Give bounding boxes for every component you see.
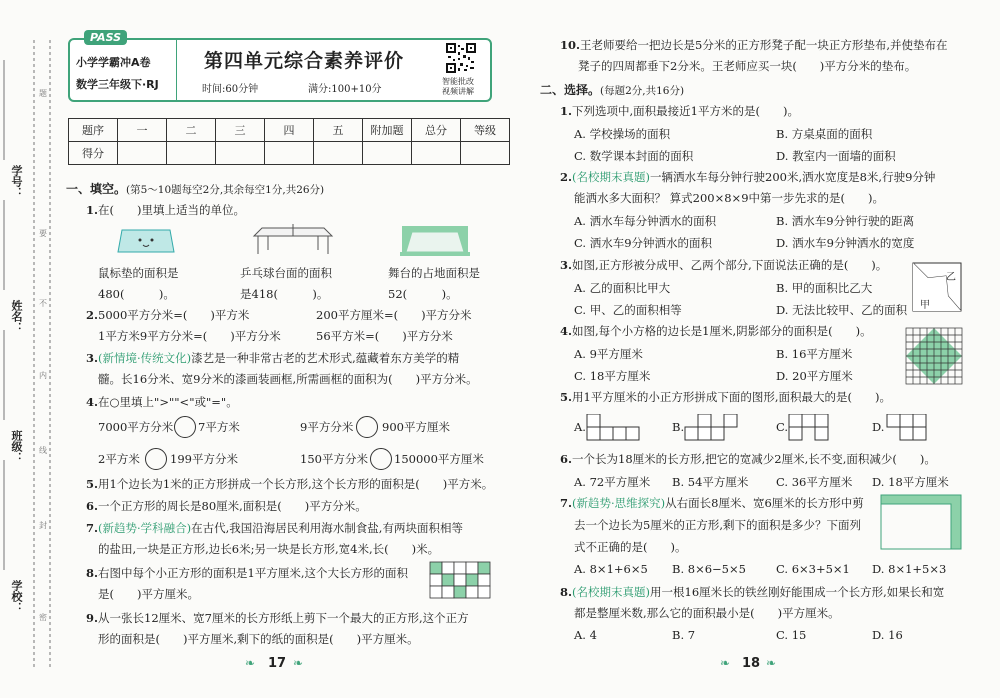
qr-caption-1: 智能批改 xyxy=(442,77,474,86)
table-cell: 二 xyxy=(167,119,216,142)
q2-cell-1[interactable]: 5000平方分米=( )平方米 xyxy=(98,308,250,322)
question-4: 4.在○里填上">""<"或"="。 xyxy=(86,395,238,409)
q7-line-2: 的盐田,一块是正方形,边长6米;另一块是长方形,宽4米,长( )米。 xyxy=(98,542,440,556)
binding-margin xyxy=(0,0,62,698)
choice-question-5: 5.用1平方厘米的小正方形拼成下面的图形,面积最大的是( )。 xyxy=(560,390,891,404)
choice-question-6: 6.一个长为18厘米的长方形,把它的宽减少2厘米,长不变,面积减少( )。 xyxy=(560,452,936,466)
table-cell: 得分 xyxy=(69,142,118,165)
option-d[interactable]: D. 洒水车9分钟洒水的宽度 xyxy=(776,236,915,250)
table-cell: 四 xyxy=(265,119,314,142)
seal-char: 题 xyxy=(39,89,47,98)
option-d[interactable]: D. 8×1+5×3 xyxy=(872,562,947,576)
series-cell xyxy=(70,31,177,100)
q2-cell-4[interactable]: 56平方米=( )平方分米 xyxy=(316,329,453,343)
option-b[interactable]: B. 7 xyxy=(672,628,696,642)
option-d[interactable]: D. 16 xyxy=(872,628,903,642)
option-d[interactable]: D. xyxy=(872,420,885,434)
compare-circle[interactable] xyxy=(174,416,196,438)
q9-line-2: 形的面积是( )平方厘米,剩下的纸的面积是( )平方厘米。 xyxy=(98,632,419,646)
c2-line-2: 能洒水多大面积？ 算式200×8×9中第一步先求的是( )。 xyxy=(574,191,884,205)
seal-char: 线 xyxy=(39,446,47,455)
option-c[interactable]: C. 数学课本封面的面积 xyxy=(574,149,694,163)
c8-line-2: 都是整厘米数,那么它的面积最小是( )平方厘米。 xyxy=(574,606,840,620)
question-10: 10.王老师要给一把边长是5分米的正方形凳子配一块正方形垫布,并使垫布在 xyxy=(560,38,948,52)
score-entry[interactable] xyxy=(216,142,265,165)
c7-line-3: 式不正确的是( )。 xyxy=(574,540,687,554)
score-entry[interactable] xyxy=(265,142,314,165)
table-cell: 附加题 xyxy=(363,119,412,142)
part1-note: (第5～10题每空2分,其余每空1分,共26分) xyxy=(126,184,325,196)
q4-left-2: 9平方分米 xyxy=(300,420,354,434)
question-7: 7.(新趋势·学科融合)在古代,我国沿海居民利用海水制食盐,有两块面积相等 xyxy=(86,521,463,535)
q4-right-4: 150000平方厘米 xyxy=(394,452,484,466)
c2-tag: (名校期末真题) xyxy=(572,170,650,184)
question-3: 3.(新情境·传统文化)漆艺是一种非常古老的艺术形式,蕴藏着东方美学的精 xyxy=(86,351,460,365)
part2-note: (每题2分,共16分) xyxy=(600,85,685,97)
option-a[interactable]: A. xyxy=(574,420,586,434)
qr-code-icon[interactable] xyxy=(446,43,476,73)
page-number-right: 18 xyxy=(742,656,761,671)
option-a[interactable]: A. 学校操场的面积 xyxy=(574,127,671,141)
option-d[interactable]: D. 教室内一面墙的面积 xyxy=(776,149,896,163)
question-1: 1.在( )里填上适当的单位。 xyxy=(86,203,245,217)
seal-char: 不 xyxy=(39,299,47,308)
option-a[interactable]: A. 乙的面积比甲大 xyxy=(574,281,671,295)
option-b[interactable]: B. 洒水车9分钟行驶的距离 xyxy=(776,214,915,228)
part2-heading xyxy=(540,83,684,98)
option-a-figure[interactable] xyxy=(586,414,650,442)
stage-picture xyxy=(400,222,470,258)
option-c-figure[interactable] xyxy=(788,414,842,442)
qr-caption-2: 视频讲解 xyxy=(442,87,474,96)
option-a[interactable]: A. 洒水车每分钟洒水的面积 xyxy=(574,214,717,228)
score-entry[interactable] xyxy=(167,142,216,165)
q4-right-3: 199平方分米 xyxy=(170,452,238,466)
table-cell: 题序 xyxy=(69,119,118,142)
option-d[interactable]: D. 18平方厘米 xyxy=(872,475,949,489)
option-d[interactable]: D. 20平方厘米 xyxy=(776,369,853,383)
q4-left-3: 2平方米 xyxy=(98,452,140,466)
table-cell: 一 xyxy=(118,119,167,142)
option-c[interactable]: C. 洒水车9分钟洒水的面积 xyxy=(574,236,713,250)
header-box xyxy=(68,31,492,102)
score-entry[interactable] xyxy=(363,142,412,165)
score-table-header-row xyxy=(69,119,510,142)
class-label: 班级： xyxy=(10,430,23,463)
option-c[interactable]: C. 6×3+5×1 xyxy=(776,562,850,576)
choice-question-7: 7.(新趋势·思维探究)从右面长8厘米、宽6厘米的长方形中剪 xyxy=(560,496,864,510)
q1-answer-2[interactable]: 是418( )。 xyxy=(240,287,329,301)
q1-item-3: 舞台的占地面积是 xyxy=(388,266,480,280)
seal-char: 密 xyxy=(39,613,47,622)
table-cell: 总分 xyxy=(412,119,461,142)
score-entry[interactable] xyxy=(314,142,363,165)
option-a[interactable]: A. 4 xyxy=(574,628,597,642)
q2-cell-2[interactable]: 200平方厘米=( )平方分米 xyxy=(316,308,472,322)
q1-answer-3[interactable]: 52( )。 xyxy=(388,287,458,301)
option-d[interactable]: D. 无法比较甲、乙的面积 xyxy=(776,303,908,317)
table-cell: 五 xyxy=(314,119,363,142)
q8-grid-figure xyxy=(428,560,496,600)
question-5: 5.用1个边长为1米的正方形拼成一个长方形,这个长方形的面积是( )平方米。 xyxy=(86,477,494,491)
q10-line-2: 凳子的四周都垂下2分米。王老师应买一块( )平方分米的垫布。 xyxy=(578,59,917,73)
part1-heading xyxy=(66,182,324,197)
q1-item-1: 鼠标垫的面积是 xyxy=(98,266,179,280)
q4-left-4: 150平方分米 xyxy=(300,452,368,466)
choice-question-2: 2.(名校期末真题)一辆洒水车每分钟行驶200米,洒水宽度是8米,行驶9分钟 xyxy=(560,170,936,184)
sprout-icon: ❧ xyxy=(766,656,777,670)
option-c[interactable]: C. 15 xyxy=(776,628,807,642)
score-table-score-row xyxy=(69,142,510,165)
seal-char: 封 xyxy=(39,521,47,530)
pass-logo: PASS xyxy=(84,30,127,45)
compare-circle[interactable] xyxy=(145,448,167,470)
option-c[interactable]: C. 18平方厘米 xyxy=(574,369,651,383)
compare-circle[interactable] xyxy=(356,416,378,438)
option-c[interactable]: C. 甲、乙的面积相等 xyxy=(574,303,682,317)
score-entry[interactable] xyxy=(412,142,461,165)
q4-right-2: 900平方厘米 xyxy=(382,420,450,434)
q3-tag: (新情境·传统文化) xyxy=(98,351,192,365)
grade-label: 数学三年级下·RJ xyxy=(76,78,159,91)
option-b[interactable]: B. 方桌桌面的面积 xyxy=(776,127,873,141)
q7-tag: (新趋势·学科融合) xyxy=(98,521,192,535)
score-label: 满分:100+10分 xyxy=(308,84,382,95)
q1-item-2: 乒乓球台面的面积 xyxy=(240,266,332,280)
question-6: 6.一个正方形的周长是80厘米,面积是( )平方分米。 xyxy=(86,499,367,513)
option-b[interactable]: B. 8×6−5×5 xyxy=(672,562,746,576)
q4-right-1: 7平方米 xyxy=(198,420,240,434)
c3-label-jia: 甲 xyxy=(920,300,930,311)
option-d-figure[interactable] xyxy=(886,414,940,442)
score-entry[interactable] xyxy=(461,142,510,165)
time-label: 时间:60分钟 xyxy=(202,84,259,95)
question-8: 8.右图中每个小正方形的面积是1平方厘米,这个大长方形的面积 xyxy=(86,566,408,580)
c8-tag: (名校期末真题) xyxy=(572,585,650,599)
part2-title: 二、选择。 xyxy=(540,83,601,97)
compare-circle[interactable] xyxy=(370,448,392,470)
q1-answer-1[interactable]: 480( )。 xyxy=(98,287,175,301)
c7-tag: (新趋势·思维探究) xyxy=(572,496,666,510)
seal-char: 要 xyxy=(39,229,47,238)
sprout-icon: ❧ xyxy=(720,656,731,670)
choice-question-3: 3.如图,正方形被分成甲、乙两个部分,下面说法正确的是( )。 xyxy=(560,258,888,272)
table-tennis-table-picture xyxy=(252,222,334,256)
option-c[interactable]: C. 36平方厘米 xyxy=(776,475,853,489)
id-label: 学号： xyxy=(10,165,23,198)
series-name: 小学学霸冲A卷 xyxy=(76,56,151,69)
option-b[interactable]: B. 16平方厘米 xyxy=(776,347,853,361)
score-entry[interactable] xyxy=(118,142,167,165)
question-2: 2.5000平方分米=( )平方米 xyxy=(86,308,250,322)
option-b-figure[interactable] xyxy=(684,414,748,442)
table-cell: 三 xyxy=(216,119,265,142)
c4-grid-figure xyxy=(904,326,964,386)
option-c[interactable]: C. xyxy=(776,420,789,434)
option-a[interactable]: A. 9平方厘米 xyxy=(574,347,643,361)
name-label: 姓名： xyxy=(10,300,23,333)
sprout-icon: ❧ xyxy=(293,656,304,670)
option-b[interactable]: B. 54平方厘米 xyxy=(672,475,749,489)
table-cell: 等级 xyxy=(461,119,510,142)
choice-question-1: 1.下列选项中,面积最接近1平方米的是( )。 xyxy=(560,104,799,118)
c7-rectangle-figure xyxy=(880,494,962,550)
q2-cell-3[interactable]: 1平方米9平方分米=( )平方分米 xyxy=(98,329,281,343)
q8-line-2: 是( )平方厘米。 xyxy=(98,587,199,601)
q4-left-1: 7000平方分米 xyxy=(98,420,174,434)
school-label: 学校： xyxy=(10,580,23,613)
score-table xyxy=(68,118,510,165)
option-a[interactable]: A. 72平方厘米 xyxy=(574,475,651,489)
part1-title: 一、填空。 xyxy=(66,182,127,196)
q3-line-2: 髓。长16分米、宽9分米的漆画装画框,所需画框的面积为( )平方分米。 xyxy=(98,372,478,386)
option-b[interactable]: B. xyxy=(672,420,685,434)
mouse-pad-picture xyxy=(116,226,176,256)
page-number-left: 17 xyxy=(268,656,287,671)
option-a[interactable]: A. 8×1+6×5 xyxy=(574,562,648,576)
option-b[interactable]: B. 甲的面积比乙大 xyxy=(776,281,873,295)
sprout-icon: ❧ xyxy=(245,656,256,670)
choice-question-4: 4.如图,每个小方格的边长是1厘米,阴影部分的面积是( )。 xyxy=(560,324,872,338)
c3-label-yi: 乙 xyxy=(946,272,956,283)
choice-question-8: 8.(名校期末真题)用一根16厘米长的铁丝刚好能围成一个长方形,如果长和宽 xyxy=(560,585,945,599)
page-title: 第四单元综合素养评价 xyxy=(203,50,404,72)
question-9: 9.从一张长12厘米、宽7厘米的长方形纸上剪下一个最大的正方形,这个正方 xyxy=(86,611,469,625)
c7-line-2: 去一个边长为5厘米的正方形,剩下的面积是多少？下面列 xyxy=(574,518,861,532)
seal-char: 内 xyxy=(39,371,47,380)
